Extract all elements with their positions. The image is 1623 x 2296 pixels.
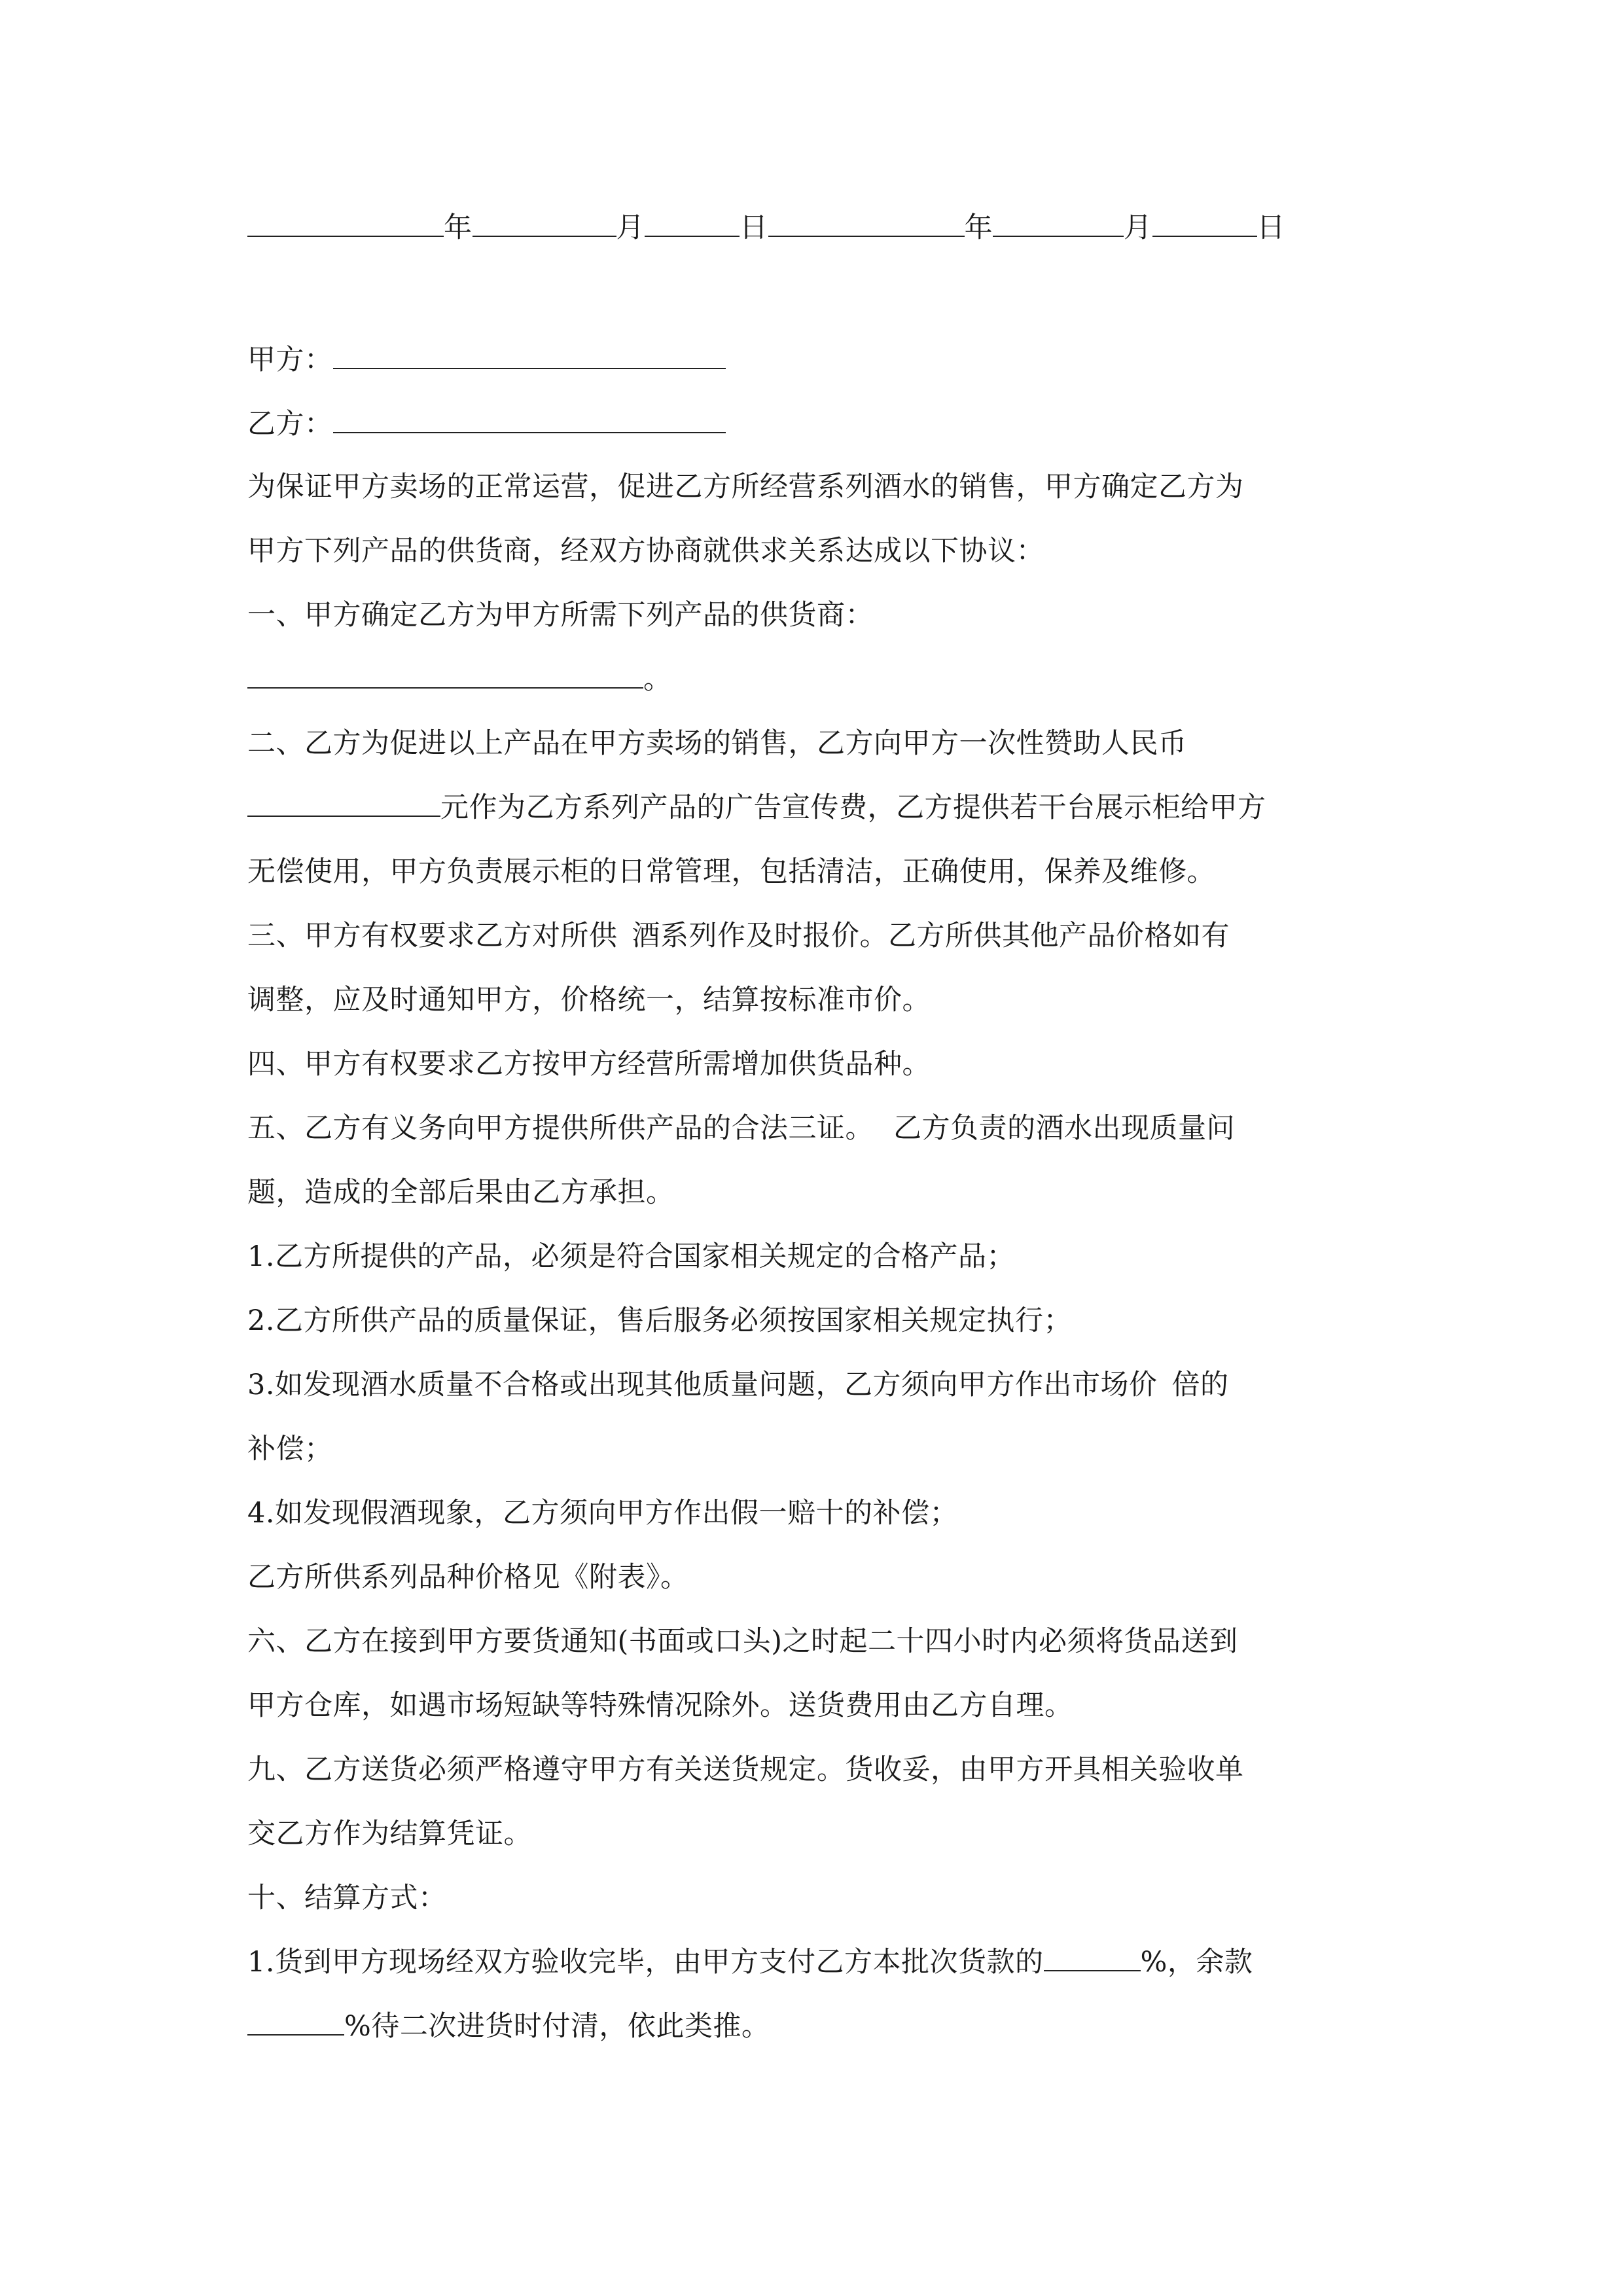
clause10-item-1-line-2-text: %待二次进货时付清，依此类推。 [344,2010,770,2043]
date-month1-label: 月 [616,211,645,244]
clause3-line-2: 调整，应及时通知甲方，价格统一，结算按标准市价。 [247,984,931,1016]
clause6-line-2: 甲方仓库，如遇市场短缺等特殊情况除外。送货费用由乙方自理。 [247,1689,1073,1722]
date-year2-label: 年 [964,211,993,244]
date-blank-year1[interactable] [247,208,444,237]
date-blank-day2[interactable] [1152,208,1257,237]
clause2-line-1: 二、乙方为促进以上产品在甲方卖场的销售，乙方向甲方一次性赞助人民币 [247,727,1187,760]
clause1-line-1: 一、甲方确定乙方为甲方所需下列产品的供货商： [247,599,874,632]
clause2-line-2 [247,788,1266,827]
party-a-line [247,340,726,380]
clause10-item-1a: 1.货到甲方现场经双方验收完毕，由甲方支付乙方本批次货款的 [247,1946,1044,1979]
date-blank-day1[interactable] [645,208,740,237]
clause2-line-3: 无偿使用，甲方负责展示柜的日常管理，包括清洁，正确使用，保养及维修。 [247,855,1215,888]
party-b-line [247,404,726,444]
clause9-line-1: 九、乙方送货必须严格遵守甲方有关送货规定。货收妥，由甲方开具相关验收单 [247,1753,1244,1786]
clause10-title: 十、结算方式： [247,1882,447,1914]
intro-line-2: 甲方下列产品的供货商，经双方协商就供求关系达成以下协议： [247,535,1044,567]
contract-page [247,0,1387,2296]
clause5-item-3a: 3.如发现酒水质量不合格或出现其他质量问题，乙方须向甲方作出市场价 [247,1369,1158,1401]
clause3-line-1 [247,916,1230,956]
clause5-item-3-line-2: 补偿； [247,1433,333,1465]
party-b-blank[interactable] [333,404,726,433]
clause5-line-1 [247,1109,1235,1148]
date-day2-label: 日 [1257,211,1285,244]
clause5-item-1: 1.乙方所提供的产品，必须是符合国家相关规定的合格产品； [247,1240,1016,1273]
clause4-line-1: 四、甲方有权要求乙方按甲方经营所需增加供货品种。 [247,1048,931,1081]
clause9-line-2: 交乙方作为结算凭证。 [247,1818,532,1850]
date-year1-label: 年 [444,211,473,244]
clause10-item-1-line-1 [247,1943,1253,1982]
clause5-item-3b: 倍的 [1171,1369,1229,1401]
clause1-products-blank[interactable] [247,660,643,689]
party-b-label: 乙方： [247,408,333,440]
clause1-blank-line [247,660,672,699]
clause5-line-1a: 五、乙方有义务向甲方提供所供产品的合法三证。 [247,1112,874,1145]
party-a-blank[interactable] [333,340,726,369]
clause3-line-1b: 酒系列作及时报价。乙方所供其他产品价格如有 [632,920,1230,952]
date-day1-label: 日 [740,211,768,244]
clause6-line-1: 六、乙方在接到甲方要货通知(书面或口头)之时起二十四小时内必须将货品送到 [247,1625,1238,1658]
clause1-end-mark: 。 [643,663,672,696]
party-a-label: 甲方： [247,344,333,376]
clause5-price-note: 乙方所供系列品种价格见《附表》。 [247,1561,689,1594]
clause5-line-1b: 乙方负责的酒水出现质量问 [893,1112,1235,1145]
clause2-line-2-text: 元作为乙方系列产品的广告宣传费，乙方提供若干台展示柜给甲方 [440,791,1266,824]
date-blank-month2[interactable] [993,208,1124,237]
clause5-item-2: 2.乙方所供产品的质量保证，售后服务必须按国家相关规定执行； [247,1304,1073,1337]
date-month2-label: 月 [1124,211,1152,244]
date-line [247,208,1285,247]
clause3-line-1a: 三、甲方有权要求乙方对所供 [247,920,618,952]
clause10-percent-blank-2[interactable] [247,2007,344,2036]
clause5-item-3-line-1 [247,1365,1229,1405]
date-blank-year2[interactable] [768,208,965,237]
clause10-percent-blank-1[interactable] [1044,1943,1141,1971]
date-blank-month1[interactable] [473,208,616,237]
clause10-item-1b: %，余款 [1140,1946,1253,1979]
clause2-amount-blank[interactable] [247,788,440,817]
intro-line-1: 为保证甲方卖场的正常运营，促进乙方所经营系列酒水的销售，甲方确定乙方为 [247,471,1244,503]
clause10-item-1-line-2 [247,2007,770,2046]
clause5-line-2: 题，造成的全部后果由乙方承担。 [247,1176,675,1209]
clause5-item-4: 4.如发现假酒现象，乙方须向甲方作出假一赔十的补偿； [247,1497,959,1530]
